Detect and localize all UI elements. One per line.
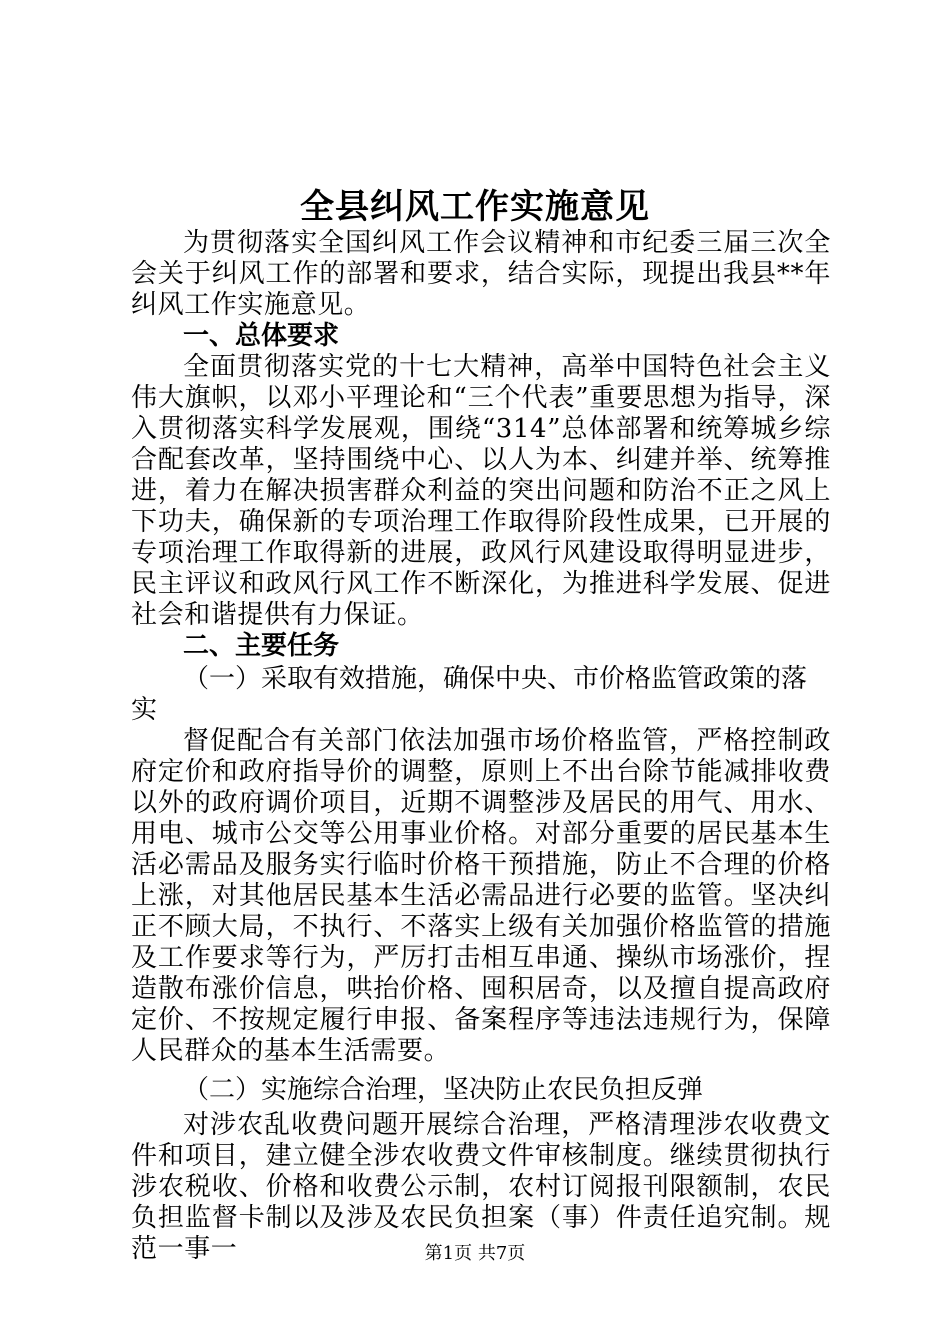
page-footer: 第1页 共7页	[424, 1243, 526, 1264]
intro-paragraph: 为贯彻落实全国纠风工作会议精神和市纪委三届三次全会关于纠风工作的部署和要求，结合实际，现提出我县**年纠风工作实施意见。	[131, 228, 831, 320]
farmer-burden-paragraph: 对涉农乱收费问题开展综合治理，严格清理涉农收费文件和项目，建立健全涉农收费文件审核制度。继续贯彻执行涉农税收、价格和收费公示制，农村订阅报刊限额制，农民负担监督卡制以及涉及农民负担案（事）件责任追究制。规范一事一	[131, 1110, 831, 1264]
document-body	[131, 228, 831, 1265]
document-title: 全县纠风工作实施意见	[300, 187, 650, 227]
subsection-heading-farmer-burden: （二）实施综合治理，坚决防止农民负担反弹	[183, 1075, 704, 1105]
section-heading-general-requirements: 一、总体要求	[183, 321, 340, 351]
section-heading-main-tasks: 二、主要任务	[183, 631, 340, 661]
general-requirements-paragraph: 全面贯彻落实党的十七大精神，高举中国特色社会主义伟大旗帜，以邓小平理论和“三个代表”重要思想为指导，深入贯彻落实科学发展观，围绕“314”总体部署和统筹城乡综合配套改革，坚持围绕中心、以人为本、纠建并举、统筹推进，着力在解决损害群众利益的突出问题和防治不正之风上下功夫，确保新的专项治理工作取得阶段性成果，已开展的专项治理工作取得新的进展，政风行风建设取得明显进步，民主评议和政风行风工作不断深化，为推进科学发展、促进社会和谐提供有力保证。	[131, 352, 831, 630]
subsection-heading-price-supervision: （一）采取有效措施，确保中央、市价格监管政策的落实	[131, 664, 808, 725]
price-supervision-paragraph: 督促配合有关部门依法加强市场价格监管，严格控制政府定价和政府指导价的调整，原则上不出台除节能减排收费以外的政府调价项目，近期不调整涉及居民的用气、用水、用电、城市公交等公用事业价格。对部分重要的居民基本生活必需品及服务实行临时价格干预措施，防止不合理的价格上涨，对其他居民基本生活必需品进行必要的监管。坚决纠正不顾大局，不执行、不落实上级有关加强价格监管的措施及工作要求等行为，严厉打击相互串通、操纵市场涨价，捏造散布涨价信息，哄抬价格、囤积居奇，以及擅自提高政府定价、不按规定履行申报、备案程序等违法违规行为，保障人民群众的基本生活需要。	[131, 726, 831, 1066]
